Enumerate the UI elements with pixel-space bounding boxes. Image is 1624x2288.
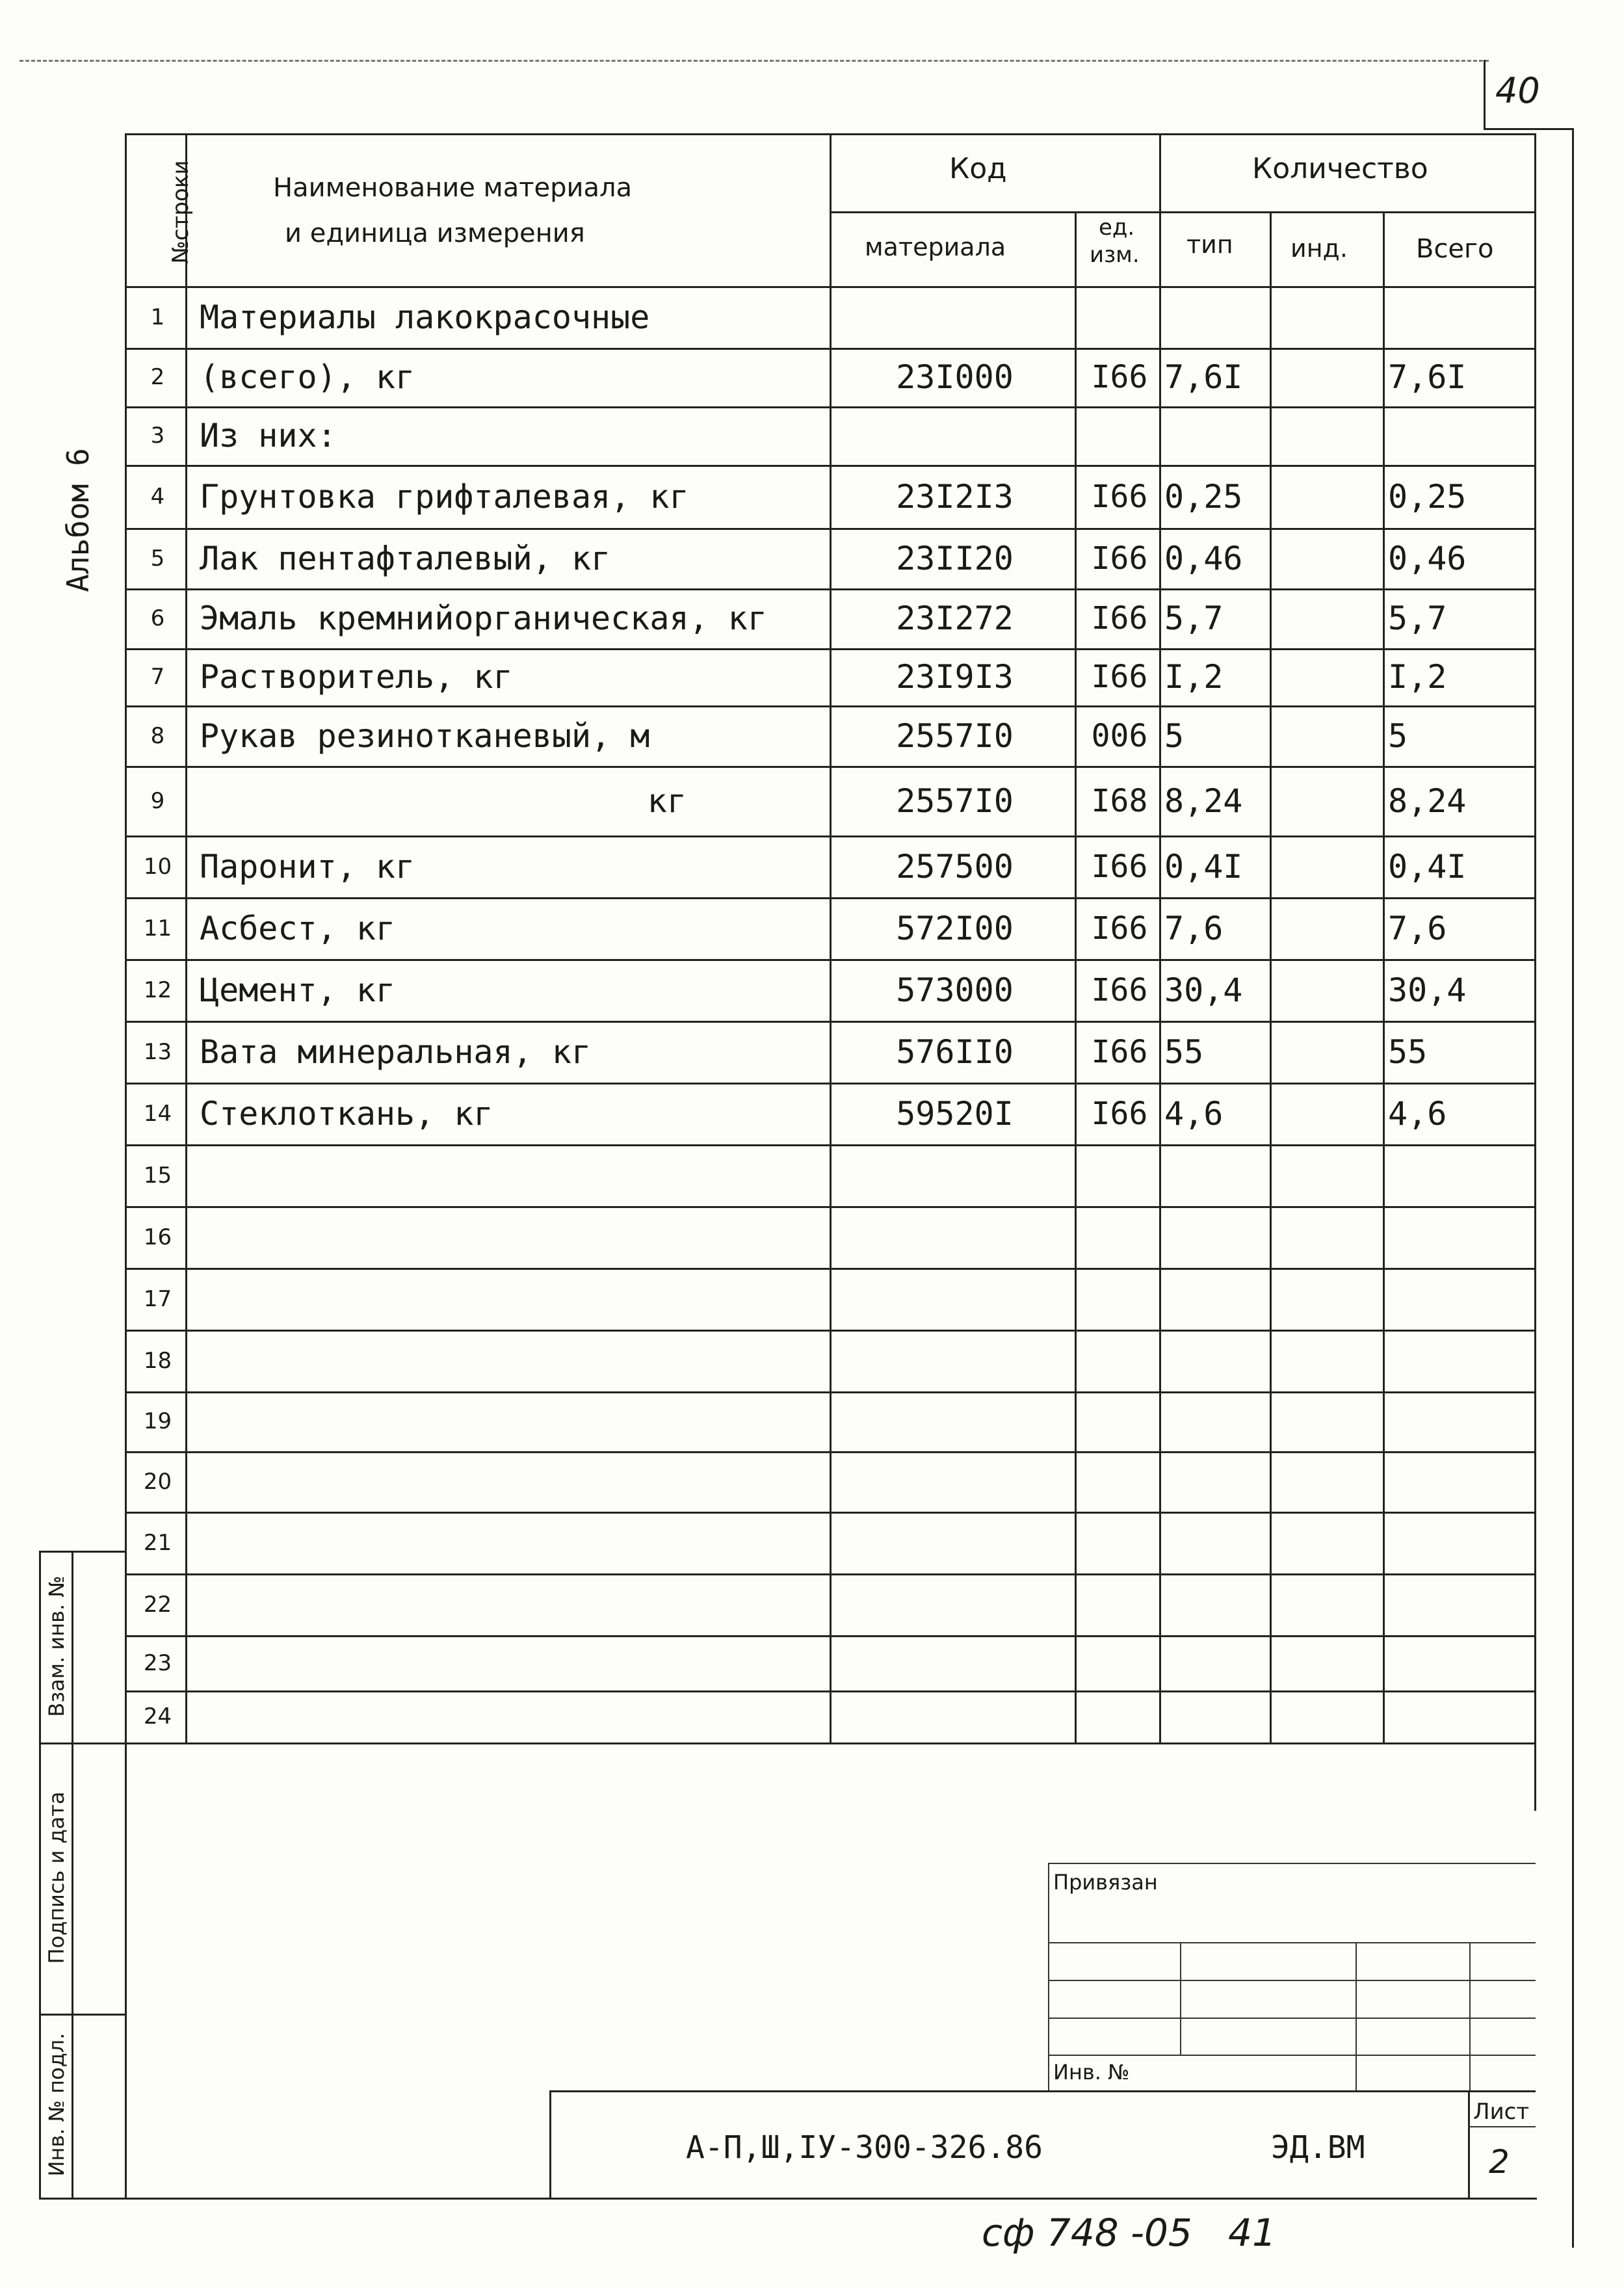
qty-total: [1383, 1330, 1534, 1391]
qty-type: 7,6: [1164, 909, 1224, 947]
material-code: [830, 1330, 1075, 1391]
qty-type: [1159, 1391, 1270, 1451]
row-number: 6: [150, 605, 165, 631]
qty-individual: [1270, 959, 1383, 1021]
unit-code: 006: [1091, 717, 1148, 754]
material-code: [830, 1144, 1075, 1206]
qty-individual: [1270, 1083, 1383, 1144]
material-name: Грунтовка грифталевая, кг: [200, 477, 689, 516]
tb-row4: [1048, 2055, 1536, 2056]
qty-type: 0,25: [1164, 477, 1243, 516]
unit-code: [1075, 1451, 1159, 1512]
qty-total: [1383, 1573, 1534, 1635]
row-number: 19: [143, 1408, 172, 1434]
unit-code: I66: [1091, 1095, 1148, 1132]
qty-total: 0,46: [1388, 539, 1467, 577]
material-code: [830, 1573, 1075, 1635]
header-ind: инд.: [1290, 234, 1348, 263]
qty-total: [1383, 406, 1534, 465]
qty-total: 55: [1388, 1032, 1428, 1071]
stamp-sheet-left: [1468, 2090, 1470, 2198]
material-code: 59520I: [896, 1094, 1014, 1133]
page-number: 40: [1495, 70, 1540, 111]
unit-code: [1075, 1330, 1159, 1391]
material-code: [830, 286, 1075, 348]
row-number: 4: [150, 483, 165, 510]
material-code: [830, 406, 1075, 465]
stamp-vzam: Взам. инв. №: [44, 1575, 69, 1717]
table-bottom-line: [125, 1742, 1536, 1744]
stamp-sep1: [39, 1742, 127, 1744]
material-name: Растворитель, кг: [200, 658, 513, 696]
material-name: кг: [647, 782, 687, 820]
row-number: 16: [143, 1224, 172, 1250]
unit-code: [1075, 1268, 1159, 1330]
unit-code: I68: [1091, 782, 1148, 819]
qty-total: 7,6I: [1388, 358, 1467, 396]
row-number: 23: [143, 1650, 172, 1676]
qty-individual: [1270, 1512, 1383, 1573]
stamp-main-left: [549, 2090, 551, 2198]
material-code: 2557I0: [896, 782, 1014, 820]
row-number: 12: [143, 977, 172, 1003]
row-number: 17: [143, 1285, 172, 1312]
qty-total: 8,24: [1388, 782, 1467, 820]
qty-type: 7,6I: [1164, 358, 1243, 396]
qty-individual: [1270, 286, 1383, 348]
stamp-inner-left: [72, 1551, 73, 2198]
unit-code: [1075, 1206, 1159, 1268]
material-code: [830, 1268, 1075, 1330]
stamp-bottom: [39, 2198, 1537, 2200]
tb-col1: [1180, 1942, 1181, 2055]
stamp-sheet-split: [1468, 2126, 1536, 2127]
doc-type: ЭД.ВМ: [1271, 2129, 1365, 2166]
qty-total: [1383, 1391, 1534, 1451]
qty-individual: [1270, 348, 1383, 406]
material-name: [185, 1391, 830, 1451]
material-code: [830, 1512, 1075, 1573]
top-edge-line: [20, 60, 1489, 62]
header-tip: тип: [1186, 230, 1233, 259]
unit-code: I66: [1091, 359, 1148, 395]
tb-row1: [1048, 1942, 1536, 1943]
qty-type: 8,24: [1164, 782, 1243, 820]
tb-top: [1048, 1863, 1536, 1864]
unit-code: [1075, 1635, 1159, 1690]
qty-total: I,2: [1388, 658, 1447, 696]
row-number: 21: [143, 1529, 172, 1556]
qty-individual: [1270, 1268, 1383, 1330]
qty-type: [1159, 1690, 1270, 1742]
qty-type: [1159, 1268, 1270, 1330]
unit-code: [1075, 1690, 1159, 1742]
qty-individual: [1270, 1144, 1383, 1206]
header-name-line1: Наименование материала: [273, 173, 633, 203]
material-code: [830, 1635, 1075, 1690]
qty-type: 5: [1164, 717, 1185, 755]
row-number: 1: [150, 304, 165, 330]
qty-individual: [1270, 528, 1383, 588]
sheet-number: 2: [1489, 2143, 1510, 2181]
material-code: 257500: [896, 847, 1014, 886]
tb-privyazan: Привязан: [1053, 1870, 1158, 1895]
stamp-podpis: Подпись и дата: [44, 1791, 69, 1964]
qty-type: [1159, 1330, 1270, 1391]
row-number: 5: [150, 545, 165, 572]
qty-total: 7,6: [1388, 909, 1447, 947]
qty-total: [1383, 1268, 1534, 1330]
right-border: [1572, 128, 1574, 2248]
material-code: 23I000: [896, 358, 1014, 396]
qty-type: 0,4I: [1164, 847, 1243, 886]
row-number: 22: [143, 1591, 172, 1618]
material-code: 23I272: [896, 599, 1014, 637]
row-number: 24: [143, 1703, 172, 1729]
stamp-outer-left: [39, 1551, 41, 2198]
material-name: (всего), кг: [200, 358, 415, 396]
tb-row2: [1048, 1980, 1536, 1981]
unit-code: I66: [1091, 848, 1148, 885]
material-code: 572I00: [896, 909, 1014, 947]
material-name: Из них:: [200, 417, 337, 454]
row-number: 15: [143, 1162, 172, 1189]
qty-type: [1159, 406, 1270, 465]
doc-code: А-П,Ш,IУ-300-326.86: [686, 2129, 1043, 2166]
header-izm: изм.: [1090, 242, 1140, 268]
qty-total: [1383, 1206, 1534, 1268]
sheet-label: Лист: [1473, 2099, 1530, 2125]
qty-individual: [1270, 897, 1383, 959]
material-name: [185, 1690, 830, 1742]
qty-type: [1159, 286, 1270, 348]
tb-col2: [1356, 1942, 1357, 2090]
qty-total: [1383, 1635, 1534, 1690]
row-number: 10: [143, 853, 172, 880]
qty-total: 30,4: [1388, 971, 1467, 1009]
qty-individual: [1270, 1451, 1383, 1512]
material-name: [185, 1635, 830, 1690]
header-row-no: №строки: [168, 160, 194, 264]
table-right-line: [1534, 133, 1536, 1811]
material-code: [830, 1391, 1075, 1451]
header-kolichestvo: Количество: [1252, 152, 1428, 185]
row-number: 2: [150, 364, 165, 390]
material-name: Стеклоткань, кг: [200, 1094, 493, 1133]
qty-type: [1159, 1451, 1270, 1512]
qty-total: [1383, 1451, 1534, 1512]
row-number: 8: [150, 722, 165, 749]
row-number: 14: [143, 1100, 172, 1127]
header-name-line2: и единица измерения: [285, 218, 585, 248]
material-code: 576II0: [896, 1032, 1014, 1071]
material-code: 2557I0: [896, 717, 1014, 755]
qty-type: 5,7: [1164, 599, 1224, 637]
qty-total: [1383, 286, 1534, 348]
unit-code: [1075, 406, 1159, 465]
qty-individual: [1270, 705, 1383, 766]
qty-type: 30,4: [1164, 971, 1243, 1009]
qty-type: [1159, 1635, 1270, 1690]
qty-individual: [1270, 465, 1383, 528]
unit-code: I66: [1091, 1033, 1148, 1070]
qty-type: [1159, 1144, 1270, 1206]
material-name: [185, 1144, 830, 1206]
qty-individual: [1270, 1021, 1383, 1083]
qty-total: 4,6: [1388, 1094, 1447, 1133]
material-code: 23II20: [896, 539, 1014, 577]
header-material: материала: [865, 233, 1006, 261]
material-name: Лак пентафталевый, кг: [200, 539, 611, 577]
row-number: 11: [143, 915, 172, 941]
unit-code: I66: [1091, 971, 1148, 1008]
tb-inv-no: Инв. №: [1053, 2060, 1130, 2084]
unit-code: I66: [1091, 540, 1148, 577]
tb-left: [1048, 1863, 1049, 2090]
qty-individual: [1270, 1330, 1383, 1391]
qty-type: [1159, 1206, 1270, 1268]
qty-type: 0,46: [1164, 539, 1243, 577]
material-name: Паронит, кг: [200, 847, 415, 886]
header-vsego: Всего: [1416, 234, 1494, 264]
material-name: [185, 1573, 830, 1635]
material-name: [185, 1451, 830, 1512]
row-number: 7: [150, 664, 165, 690]
qty-total: 5,7: [1388, 599, 1447, 637]
header-kod: Код: [949, 152, 1007, 185]
material-code: [830, 1451, 1075, 1512]
qty-type: 55: [1164, 1032, 1204, 1071]
material-name: [185, 1268, 830, 1330]
material-name: Рукав резинотканевый, м: [200, 717, 650, 755]
material-name: [185, 1206, 830, 1268]
unit-code: [1075, 1573, 1159, 1635]
row-number: 20: [143, 1468, 172, 1495]
unit-code: I66: [1091, 478, 1148, 515]
qty-type: 4,6: [1164, 1094, 1224, 1133]
unit-code: I66: [1091, 910, 1148, 947]
material-name: Материалы лакокрасочные: [200, 298, 650, 336]
unit-code: I66: [1091, 659, 1148, 695]
qty-individual: [1270, 1391, 1383, 1451]
qty-type: [1159, 1573, 1270, 1635]
qty-total: 5: [1388, 717, 1408, 755]
unit-code: [1075, 286, 1159, 348]
qty-total: [1383, 1690, 1534, 1742]
qty-total: 0,4I: [1388, 847, 1467, 886]
unit-code: [1075, 1391, 1159, 1451]
row-number: 13: [143, 1038, 172, 1065]
material-code: 23I9I3: [896, 658, 1014, 696]
qty-individual: [1270, 1206, 1383, 1268]
qty-type: [1159, 1512, 1270, 1573]
header-ed: ед.: [1099, 215, 1135, 241]
unit-code: [1075, 1512, 1159, 1573]
qty-total: 0,25: [1388, 477, 1467, 516]
material-name: Эмаль кремнийорганическая, кг: [200, 599, 767, 637]
tb-col3: [1469, 1942, 1471, 2090]
unit-code: [1075, 1144, 1159, 1206]
material-name: Вата минеральная, кг: [200, 1032, 592, 1071]
material-code: [830, 1206, 1075, 1268]
qty-type: I,2: [1164, 658, 1224, 696]
stamp-main-top: [549, 2090, 1536, 2092]
qty-total: [1383, 1144, 1534, 1206]
album-label: Альбом 6: [60, 448, 96, 592]
material-code: [830, 1690, 1075, 1742]
material-name: [185, 1330, 830, 1391]
header-split-line: [830, 211, 1534, 213]
row-number: 18: [143, 1347, 172, 1374]
unit-code: I66: [1091, 600, 1148, 637]
handwritten-note: сф 748 -05 41: [982, 2211, 1276, 2255]
qty-individual: [1270, 835, 1383, 897]
material-name: Асбест, кг: [200, 909, 396, 947]
qty-total: [1383, 1512, 1534, 1573]
qty-individual: [1270, 588, 1383, 648]
qty-individual: [1270, 1635, 1383, 1690]
qty-individual: [1270, 1690, 1383, 1742]
row-number: 9: [150, 787, 165, 814]
material-code: 573000: [896, 971, 1014, 1009]
stamp-inv-podl: Инв. № подл.: [44, 2032, 69, 2177]
tb-row3: [1048, 2018, 1536, 2019]
material-code: 23I2I3: [896, 477, 1014, 516]
qty-individual: [1270, 648, 1383, 705]
material-name: Цемент, кг: [200, 971, 396, 1009]
qty-individual: [1270, 766, 1383, 835]
material-name: [185, 1512, 830, 1573]
row-number: 3: [150, 423, 165, 449]
qty-individual: [1270, 1573, 1383, 1635]
qty-individual: [1270, 406, 1383, 465]
